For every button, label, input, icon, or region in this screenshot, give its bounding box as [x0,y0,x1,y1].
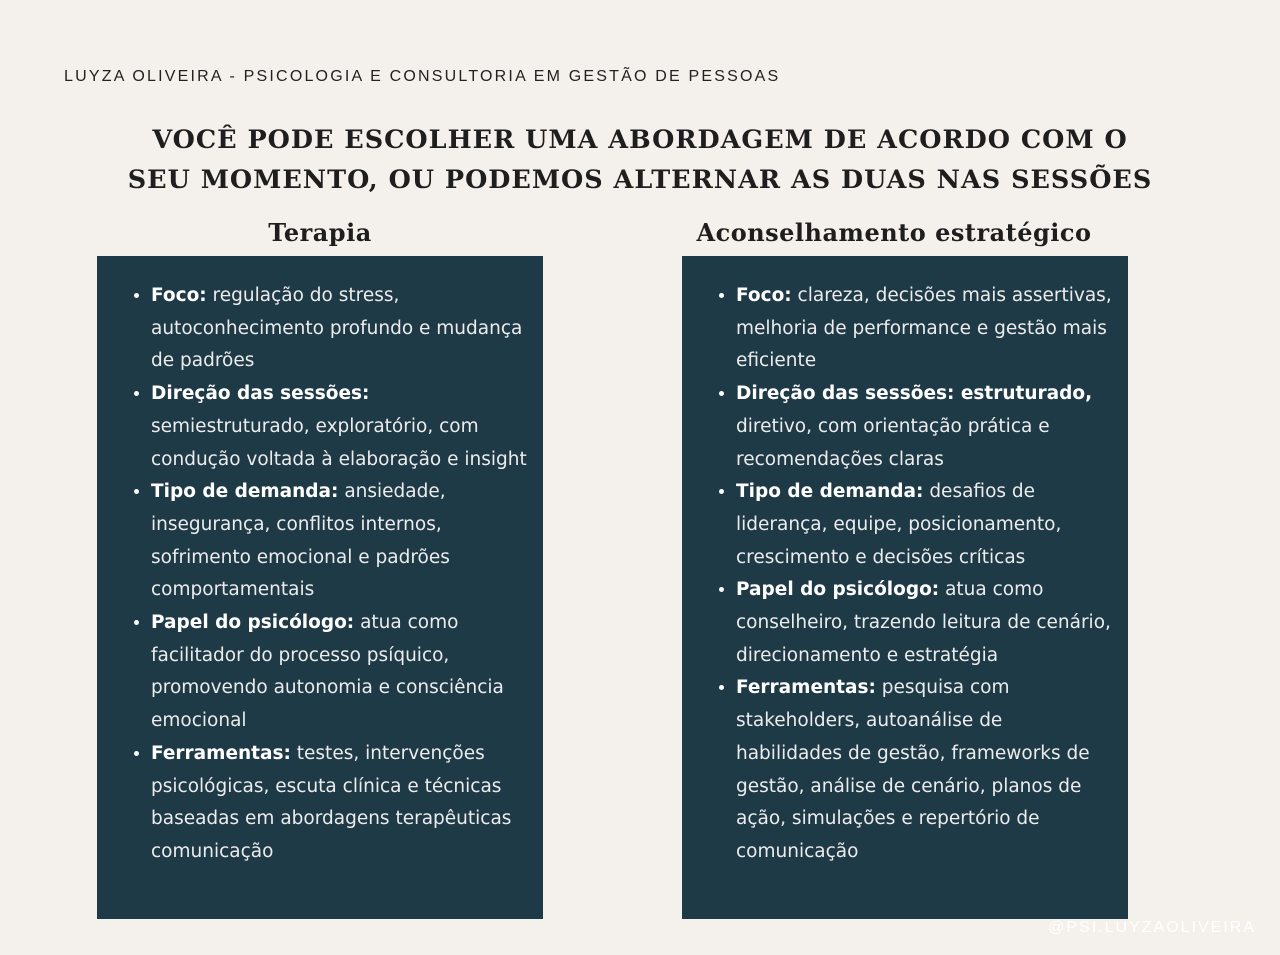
item-text: diretivo, com orientação prática e recomendações claras [736,415,1050,470]
item-label: Tipo de demanda: [736,481,924,503]
item-label: Direção das sessões: [151,383,370,405]
item-text: testes, intervenções psicológicas, escuta clínica e técnicas baseadas em abordagens terapêuticas comunicação [151,742,512,862]
brand-header: LUYZA OLIVEIRA - PSICOLOGIA E CONSULTORIA EM GESTÃO DE PESSOAS [64,68,781,85]
item-label: Papel do psicólogo: [151,612,355,634]
item-label: Tipo de demanda: [151,481,339,503]
item-text: semiestruturado, exploratório, com condução voltada à elaboração e insight [151,415,527,470]
column-title-aconselhamento: Aconselhamento estratégico [696,218,1092,247]
item-label: Ferramentas: [736,677,876,699]
list-item [151,378,527,476]
item-label: Foco: [736,285,792,306]
item-text: pesquisa com stakeholders, autoanálise de habilidades de gestão, frameworks de gestão, análise de cenário, planos de ação, simulações e repertório de comunicação [736,677,1090,862]
panel-terapia [97,256,543,919]
item-text: desafios de liderança, equipe, posicionamento, crescimento e decisões críticas [736,481,1062,568]
list-item [736,280,1112,378]
list-item [736,574,1112,672]
item-text: atua como facilitador do processo psíquico, promovendo autonomia e consciência emocional [151,612,504,732]
list-item [151,280,527,378]
item-label: Ferramentas: [151,742,291,764]
list-item [736,378,1112,476]
item-label: Papel do psicólogo: [736,579,940,601]
headline [0,120,1280,200]
column-title-terapia: Terapia [268,218,372,247]
list-item [151,738,527,869]
item-text: clareza, decisões mais assertivas, melhoria de performance e gestão mais eficiente [736,285,1112,372]
social-handle: @PSI.LUYZAOLIVEIRA [1048,919,1256,936]
item-text: ansiedade, insegurança, conflitos internos, sofrimento emocional e padrões comportamentais [151,481,450,601]
list-item [151,476,527,607]
list-item [736,672,1112,868]
item-label: Foco: [151,285,207,306]
item-label: Direção das sessões: estruturado, [736,383,1093,405]
headline-line-1: VOCÊ PODE ESCOLHER UMA ABORDAGEM DE ACORDO COM O [152,125,1128,155]
panel-aconselhamento [682,256,1128,919]
aconselhamento-list [710,280,1112,869]
item-text: regulação do stress, autoconhecimento profundo e mudança de padrões [151,285,523,372]
list-item [151,607,527,738]
item-text: atua como conselheiro, trazendo leitura de cenário, direcionamento e estratégia [736,579,1111,666]
terapia-list [125,280,527,869]
headline-line-2: SEU MOMENTO, OU PODEMOS ALTERNAR AS DUAS NAS SESSÕES [127,165,1153,195]
list-item [736,476,1112,574]
